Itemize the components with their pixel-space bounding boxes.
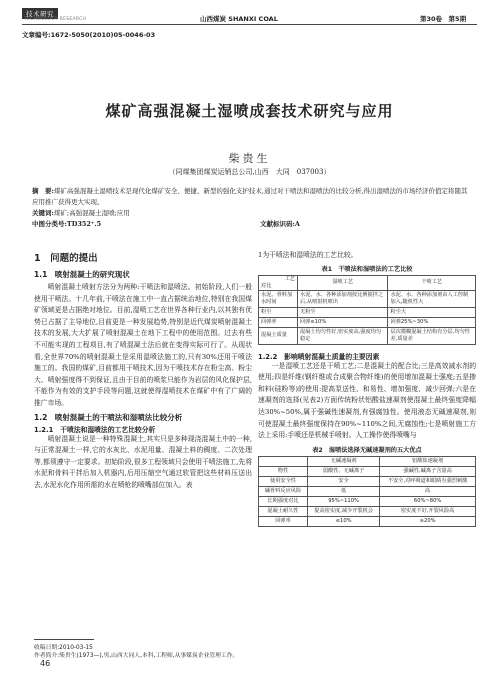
- table-cell: 水泥、骨料加水时间: [259, 290, 298, 307]
- author-name: 柴贵生: [228, 152, 271, 165]
- section-1-heading: 1 问题的提出: [34, 253, 98, 264]
- table-2-col-header: 无碱速凝剂: [308, 456, 380, 466]
- table-cell: 混凝土耐久性: [259, 506, 308, 516]
- abstract-paragraph: [32, 186, 472, 208]
- table-row: [259, 496, 476, 506]
- keywords-label: 关键词:: [32, 209, 54, 217]
- table-row: [259, 307, 476, 317]
- table-row: [259, 317, 476, 327]
- table-cell: 不安全,对呼吸道和眼睛有强烈刺激: [380, 476, 476, 486]
- table-cell: 长期强度对比: [259, 496, 308, 506]
- abstract-label: 摘 要:: [32, 187, 54, 195]
- column-tag-subtitle: TECHNOLOGY RESEARCH: [24, 17, 87, 22]
- section-1-2-1-heading: 1.2.1 干喷法和湿喷法的工艺比较分析: [34, 425, 156, 434]
- right-intro-text: 1为干喷法和湿喷法的工艺比较。: [258, 251, 358, 259]
- table-cell: 密实度不好,开裂风险高: [380, 506, 476, 516]
- table-1-col-header: 干喷工艺: [388, 275, 476, 290]
- table-2: [258, 456, 476, 527]
- table-cell: 碱骨料反应风险: [259, 486, 308, 496]
- table-cell: 回弹≤10%: [298, 317, 388, 327]
- table-row: [259, 290, 476, 307]
- clc-number: 中图分类号:TD352⁺.5: [32, 220, 102, 228]
- left-paragraph-1: 喷射混凝土喷射方法分为两种:干喷法和湿喷法。初始阶段,人们一般使用干喷法。十几年前,干喷法在施工中一直占据统治地位,特别在我国煤矿领域更是占据绝对地位。目前,湿喷工艺在世界各种行业内,以其独有优势已占据了主导地位,目前更是一种发展趋势,特别是近代煤炭喷射混凝土技术的发展,大大扩展了喷射混凝土在地下工程中的使用范围。过去有些不可能实现的工程项目,有了喷混凝土法后就在变得实际可行了。从现状看,全世界70%的喷射混凝土是采用湿喷法施工的,只有30%还用干喷法施工的。我国的煤矿,目前都用干喷技术,因为干喷技术存在粉尘高、粉尘大、喷射强度得不到保证,且由于目前的喷浆只能作为岩层的风化保护层,不能作为有效的支护手段等问题,这就使得湿喷技术在煤矿中有了广阔的推广市场。: [34, 283, 252, 407]
- table-2-col-header: 铝酸盐速凝剂: [380, 456, 476, 466]
- table-cell: 高: [380, 486, 476, 496]
- table-cell: 强碱性,碱离子含量高: [380, 466, 476, 476]
- table-cell: 低: [308, 486, 380, 496]
- footnote-received: 收稿日期:2010-03-15: [34, 645, 93, 651]
- page-number: 46: [40, 659, 51, 668]
- table-1-title: 表1 干喷法和湿喷法的工艺比较: [321, 265, 413, 273]
- left-column: [34, 250, 252, 492]
- keywords-line: [32, 208, 472, 219]
- table-cell: 粉尘: [259, 307, 298, 317]
- table-cell: 回弹率: [259, 516, 308, 526]
- footnote-author: 作者简介:柴贵生(1973—),男,山西大同人,本科,工程师,从事煤炭企业管理工作。: [34, 653, 239, 659]
- section-1-2-heading: 1.2 喷射混凝土的干喷法和湿喷法比较分析: [34, 412, 183, 422]
- table-1: [258, 275, 476, 345]
- classification-line: [32, 219, 472, 230]
- column-tag-label: 技术研究: [22, 8, 58, 19]
- table-cell: 粉尘大: [388, 307, 476, 317]
- table-row: [259, 476, 476, 486]
- table-cell: 混凝土质量: [259, 327, 298, 344]
- table-cell: 混凝土均匀性好,密实度高,强度均匀稳定: [298, 327, 388, 344]
- paper-title: 煤矿高强混凝土湿喷成套技术研究与应用: [105, 102, 394, 120]
- diag-top-label: 工艺: [284, 275, 295, 282]
- right-paragraph-1: 一是湿喷工艺还是干喷工艺;二是混凝土的配合比;三是高效减水剂的使用;四是纤维(钢纤维或合成聚合物纤维)的使用增加混凝土强度;五是掺和料(硅粉等)的使用:提高泵送性、和易性、增加强度、减少回弹;六是在速凝剂的选择(见表2)方面传统粉状铝酸盐速凝剂使混凝土最终强度降幅达30%~50%,属于强碱性速凝剂,有强腐蚀性。使用液态无碱速凝剂,则可使混凝土最终强度保持在90%~110%之间,无腐蚀性;七是喷射施工方法上采用:手喷还是机械手喷射。人工操作使得喷嘴与: [258, 361, 476, 440]
- section-1-2-2-heading: 1.2.2 影响喷射混凝土质量的主要因素: [258, 352, 380, 361]
- table-cell: 水泥、水、各种添加剂按比例搅拌之后,从喷射机喷出: [298, 290, 388, 307]
- table-cell: 水泥、水、各种添加剂由人工控制加入,随机性大: [388, 290, 476, 307]
- table-row: [259, 327, 476, 344]
- journal-issue: 第30卷 第5期: [420, 15, 467, 23]
- table-row: [259, 516, 476, 526]
- document-code: 文献标识码:A: [260, 220, 300, 228]
- table-cell: ≥20%: [380, 516, 476, 526]
- table-2-header-row: [259, 456, 476, 466]
- abstract-text: 煤矿高强混凝土湿喷技术是现代化煤矿安全、便捷、新型的强化支护技术,通过对干喷法和湿喷法的比较分析,得出湿喷法的市场经济价值定将随其应用推广获得更大实现。: [32, 187, 468, 206]
- right-column: [258, 250, 476, 527]
- footnote-rule: [34, 639, 94, 640]
- table-cell: 无粉尘: [298, 307, 388, 317]
- table-cell: 回弹25%~30%: [388, 317, 476, 327]
- table-1-header-row: [259, 275, 476, 290]
- table-cell: 提高密实度,减少开裂机会: [308, 506, 380, 516]
- table-cell: 使用安全性: [259, 476, 308, 486]
- journal-name: 山西煤炭 SHANXI COAL: [200, 15, 278, 23]
- section-1-1-heading: 1.1 喷射混凝土的研究现状: [34, 270, 130, 279]
- diag-bottom-label: 对比: [261, 282, 272, 289]
- table-cell: 层次模糊混凝土结构有分层,均匀性差,质量差: [388, 327, 476, 344]
- table-cell: 安全: [308, 476, 380, 486]
- article-number: 文章编号:1672-5050(2010)05-0046-03: [22, 31, 156, 39]
- table-cell: ≤10%: [308, 516, 380, 526]
- abstract-block: [32, 186, 472, 230]
- journal-column-tag: [22, 8, 122, 24]
- keywords-text: 煤矿;高强混凝土湿喷;应用: [53, 209, 130, 217]
- table-1-diagonal-header: [259, 275, 298, 290]
- table-cell: 弱酸性、无碱离子: [308, 466, 380, 476]
- table-cell: 60%~80%: [380, 496, 476, 506]
- table-2-corner-cell: [259, 456, 308, 466]
- table-row: [259, 466, 476, 476]
- table-row: [259, 506, 476, 516]
- left-paragraph-2: 喷射混凝土说是一种特殊混凝土,其实只是多种现浇混凝土中的一种,与正常混凝土一样,它的水灰比、水泥用量、混凝土料的稠度、二次处理等,都须遵守一定要求。初始阶段,很多工程领域只会使用干喷法施工,先将水泥和骨料干拌后加入机器内,后用压缩空气通过软管把这些材料压送出去,水泥水化作用所需的水在喷枪的喷嘴部位加入。表: [34, 434, 252, 489]
- table-cell: 回弹率: [259, 317, 298, 327]
- table-row: [259, 486, 476, 496]
- header-rule: [22, 24, 477, 25]
- author-affiliation: （同煤集团煤炭运销总公司,山西 大同 037003）: [168, 168, 331, 176]
- table-1-col-header: 湿喷工艺: [298, 275, 388, 290]
- table-cell: 95%~110%: [308, 496, 380, 506]
- table-cell: 物性: [259, 466, 308, 476]
- table-2-title: 表2 湿喷法选择无碱速凝剂的五大优点: [312, 446, 422, 454]
